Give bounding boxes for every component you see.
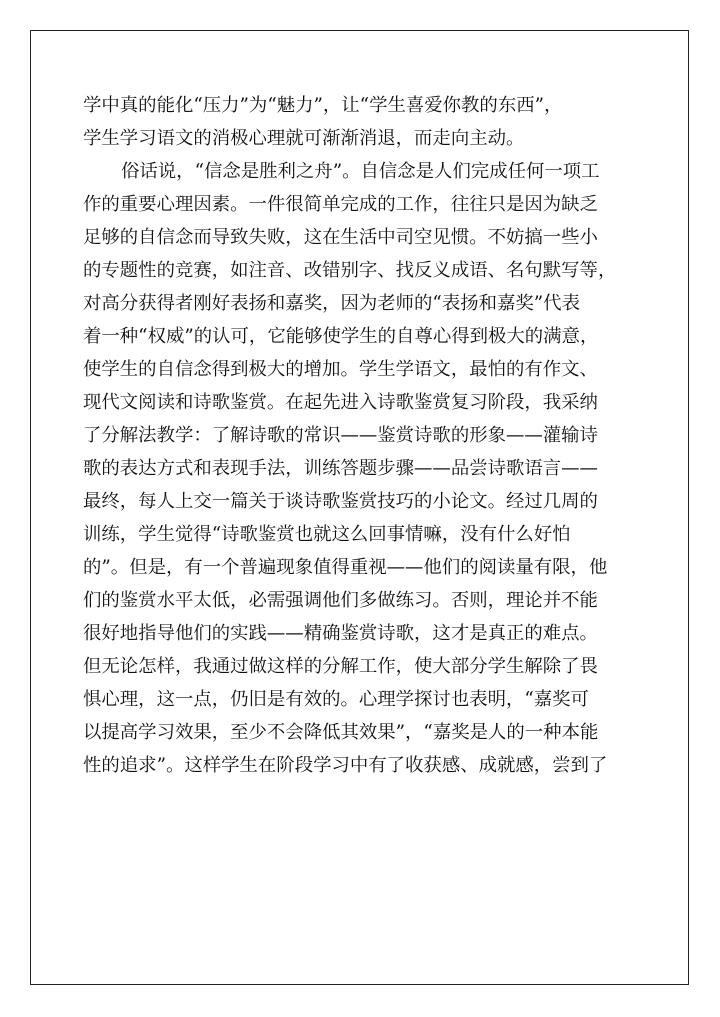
text-line: 们的鉴赏水平太低，必需强调他们多做练习。否则，理论并不能 bbox=[83, 590, 598, 611]
text-line: 以提高学习效果，至少不会降低其效果”，“嘉奖是人的一种本能 bbox=[83, 722, 599, 743]
document-body bbox=[83, 89, 643, 782]
text-line: 歌的表达方式和表现手法，训练答题步骤——品尝诗歌语言—— bbox=[83, 458, 598, 479]
text-line: 了分解法教学：了解诗歌的常识——鉴赏诗歌的形象——灌输诗 bbox=[83, 425, 598, 446]
text-line: 最终，每人上交一篇关于谈诗歌鉴赏技巧的小论文。经过几周的 bbox=[83, 491, 598, 512]
text-line: 但无论怎样，我通过做这样的分解工作，使大部分学生解除了畏 bbox=[83, 656, 598, 677]
text-line: 的”。但是，有一个普遍现象值得重视——他们的阅读量有限，他 bbox=[83, 557, 608, 578]
text-line: 训练，学生觉得“诗歌鉴赏也就这么回事情嘛，没有什么好怕 bbox=[83, 524, 571, 545]
text-line: 学中真的能化“压力”为“魅力”，让“学生喜爱你教的东西”， bbox=[83, 95, 563, 116]
text-line: 对高分获得者刚好表扬和嘉奖，因为老师的“表扬和嘉奖”代表 bbox=[83, 293, 580, 314]
text-line: 足够的自信念而导致失败，这在生活中司空见惯。不妨搞一些小 bbox=[83, 227, 598, 248]
text-line: 惧心理，这一点，仍旧是有效的。心理学探讨也表明，“嘉奖可 bbox=[83, 689, 589, 710]
text-line: 现代文阅读和诗歌鉴赏。在起先进入诗歌鉴赏复习阶段，我采纳 bbox=[83, 392, 598, 413]
text-line: 使学生的自信念得到极大的增加。学生学语文，最怕的有作文、 bbox=[83, 359, 598, 380]
text-line: 性的追求”。这样学生在阶段学习中有了收获感、成就感，尝到了 bbox=[83, 755, 608, 776]
text-line: 很好地指导他们的实践——精确鉴赏诗歌，这才是真正的难点。 bbox=[83, 623, 598, 644]
text-line: 学生学习语文的消极心理就可渐渐消退，而走向主动。 bbox=[83, 128, 525, 149]
text-line: 作的重要心理因素。一件很简单完成的工作，往往只是因为缺乏 bbox=[83, 194, 598, 215]
text-line: 的专题性的竞赛，如注音、改错别字、找反义成语、名句默写等， bbox=[83, 260, 617, 281]
paragraph-first-line: 俗话说，“信念是胜利之舟”。自信念是人们完成任何一项工 bbox=[121, 161, 600, 182]
text-line: 着一种“权威”的认可，它能够使学生的自尊心得到极大的满意， bbox=[83, 326, 599, 347]
